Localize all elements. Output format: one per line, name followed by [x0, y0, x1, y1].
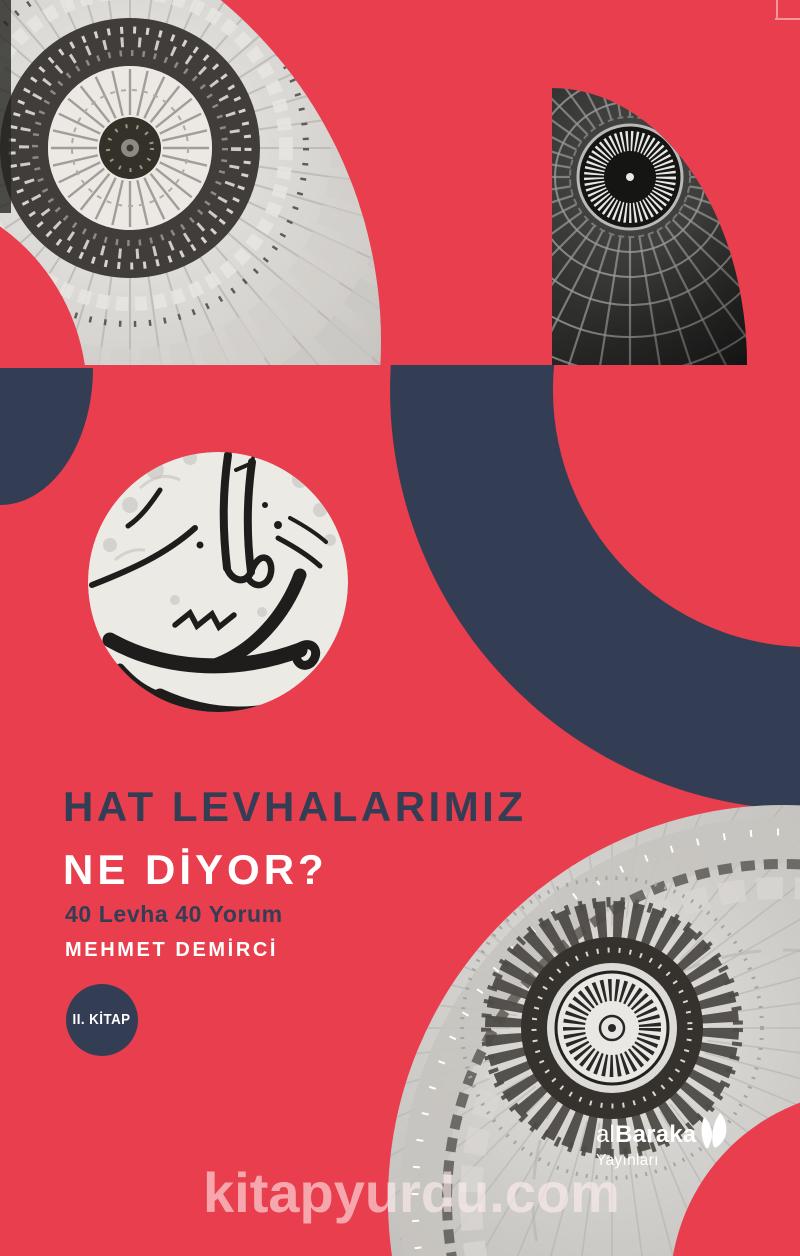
edition-badge: [66, 984, 138, 1056]
publisher-name-main: Baraka: [615, 1121, 697, 1148]
edition-badge-label: II. KİTAP: [72, 1012, 131, 1028]
albaraka-tulip-icon: [699, 1112, 729, 1148]
publisher-name-prefix: al: [596, 1121, 616, 1148]
publisher-subline: Yayınları: [596, 1152, 659, 1169]
crop-marks: [775, 0, 800, 19]
publisher-name: [596, 1123, 696, 1147]
book-title-line2: NE DİYOR?: [63, 846, 328, 893]
book-author: MEHMET DEMİRCİ: [65, 939, 279, 961]
watermark: kitapyurdu.com: [203, 1161, 620, 1224]
calligraphy-circle-photo: [88, 438, 348, 713]
book-title-line1: HAT LEVHALARIMIZ: [63, 783, 527, 830]
navy-crescent-shape: [390, 365, 800, 810]
book-subtitle: 40 Levha 40 Yorum: [65, 901, 283, 927]
navy-quarter-shape: [0, 368, 93, 505]
